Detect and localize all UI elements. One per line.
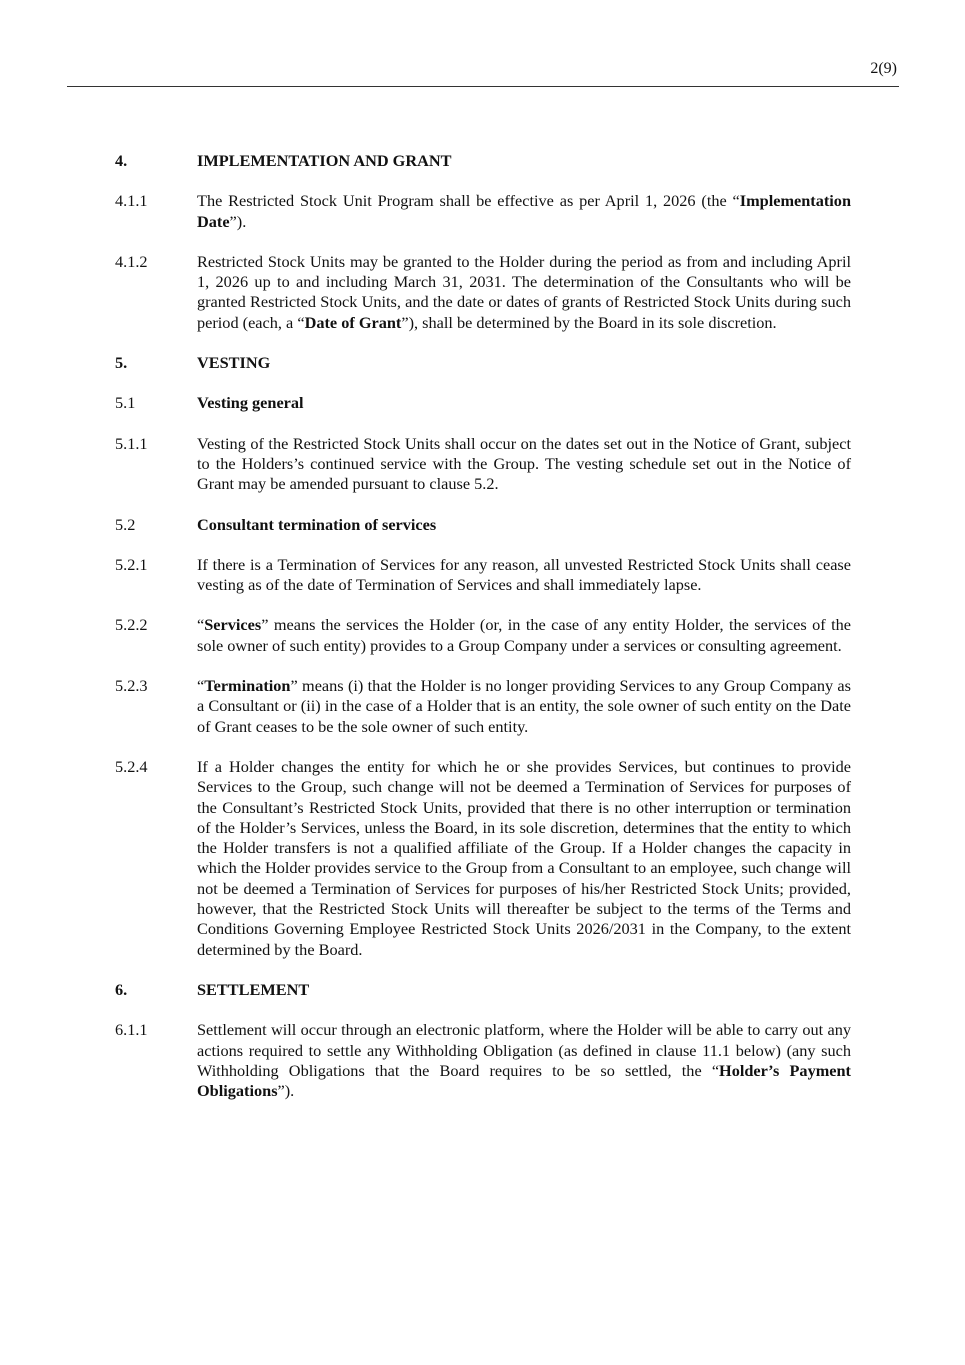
section-title: VESTING — [197, 353, 271, 373]
clause-text-part: ”). — [229, 211, 247, 231]
defined-term: Date of Grant — [304, 312, 402, 332]
clause-text-part: The Restricted Stock Unit Program shall be effective as per April 1, 2026 (the “ — [197, 191, 740, 211]
subsection-title: Vesting general — [197, 393, 304, 413]
clause-6-1-1 — [115, 1020, 851, 1101]
clause-number: 5.2.2 — [115, 615, 148, 635]
section-heading-4 — [115, 151, 851, 171]
header-rule — [67, 86, 899, 87]
clause-text — [197, 191, 851, 232]
document-body — [115, 151, 851, 1121]
section-title: IMPLEMENTATION AND GRANT — [197, 151, 452, 170]
clause-text-part: ”), shall be determined by the Board in its sole discretion. — [401, 312, 777, 332]
subsection-number: 5.2 — [115, 514, 136, 534]
clause-5-2-1 — [115, 555, 851, 596]
clause-text-part: ” means the services the Holder (or, in the case of any entity Holder, the services of the sole owner of such entity) provides to a Group Company under a services or consulting agreement. — [197, 615, 851, 655]
clause-number: 5.2.1 — [115, 554, 148, 574]
subsection-heading-5-2 — [115, 515, 851, 535]
section-title: SETTLEMENT — [197, 979, 310, 999]
clause-number: 5.2.4 — [115, 756, 148, 776]
page-number: 2(9) — [870, 60, 897, 77]
clause-text-part: ” means (i) that the Holder is no longer providing Services to any Group Company as a Consultant or (ii) in the case of a Holder that is an entity, the sole owner of such entity on the Date of Grant ceases to be the sole owner of such entity. — [197, 676, 851, 736]
clause-number: 4.1.1 — [115, 191, 148, 211]
section-number: 4. — [115, 151, 128, 170]
defined-term: Services — [204, 615, 262, 635]
subsection-title: Consultant termination of services — [197, 514, 437, 534]
clause-text — [197, 1020, 851, 1101]
clause-text: If there is a Termination of Services for any reason, all unvested Restricted Stock Units shall cease vesting as of the date of Termination of Services and shall immediately lapse. — [197, 554, 851, 595]
clause-text-part: Restricted Stock Units may be granted to the Holder during the period as from and including April 1, 2026 up to and including March 31, 2031. The determination of the Consultants who will be granted Restricted Stock Units, and the date or dates of grants of Restricted Stock Units during such period (each, a “ — [197, 251, 851, 332]
clause-5-2-3 — [115, 676, 851, 737]
section-number: 6. — [115, 979, 128, 999]
defined-term: Implementation Date — [197, 191, 851, 231]
defined-term: Termination — [204, 676, 291, 696]
subsection-heading-5-1 — [115, 393, 851, 413]
clause-text: If a Holder changes the entity for which he or she provides Services, but continues to provide Services to the Group, such change will not be deemed a Termination of Services for purposes of the Consultant’s Restricted Stock Units, provided that there is no other interruption or termination of the Holder’s Services, unless the Board, in its sole discretion, determines that the entity to which the Holder transfers is not a qualified affiliate of the Group. If a Holder changes the capacity in which the Holder provides service to the Group from a Consultant to an employee, such change will not be deemed a Termination of Services for purposes of his/her Restricted Stock Units; provided, however, that the Restricted Stock Units will thereafter be subject to the terms of the Terms and Conditions Governing Employee Restricted Stock Units 2026/2031 in the Company, to the extent determined by the Board. — [197, 756, 851, 959]
clause-text-part: ”). — [277, 1081, 295, 1101]
clause-5-1-1 — [115, 434, 851, 495]
clause-text — [197, 676, 851, 737]
clause-number: 4.1.2 — [115, 251, 148, 271]
clause-text-part: Settlement will occur through an electronic platform, where the Holder will be able to carry out any actions required to settle any Withholding Obligation (as defined in clause 11.1 below) (any such Withholding Obligations that the Board requires to be so settled, the “ — [197, 1020, 851, 1080]
clause-text-part: “ — [197, 615, 205, 635]
clause-text — [197, 615, 851, 656]
clause-number: 5.2.3 — [115, 676, 148, 696]
clause-text: Vesting of the Restricted Stock Units shall occur on the dates set out in the Notice of Grant, subject to the Holders’s continued service with the Group. The vesting schedule set out in the Notice of Grant may be amended pursuant to clause 5.2. — [197, 433, 851, 494]
clause-4-1-1 — [115, 191, 851, 232]
clause-text — [197, 252, 851, 333]
clause-5-2-2 — [115, 615, 851, 656]
subsection-number: 5.1 — [115, 393, 136, 413]
section-heading-6 — [115, 980, 851, 1000]
clause-number: 5.1.1 — [115, 433, 148, 453]
clause-number: 6.1.1 — [115, 1020, 148, 1040]
section-heading-5 — [115, 353, 851, 373]
clause-5-2-4 — [115, 757, 851, 960]
clause-4-1-2 — [115, 252, 851, 333]
defined-term: Holder’s Payment Obligations — [197, 1060, 851, 1101]
clause-text-part: “ — [197, 676, 205, 696]
section-number: 5. — [115, 353, 128, 373]
